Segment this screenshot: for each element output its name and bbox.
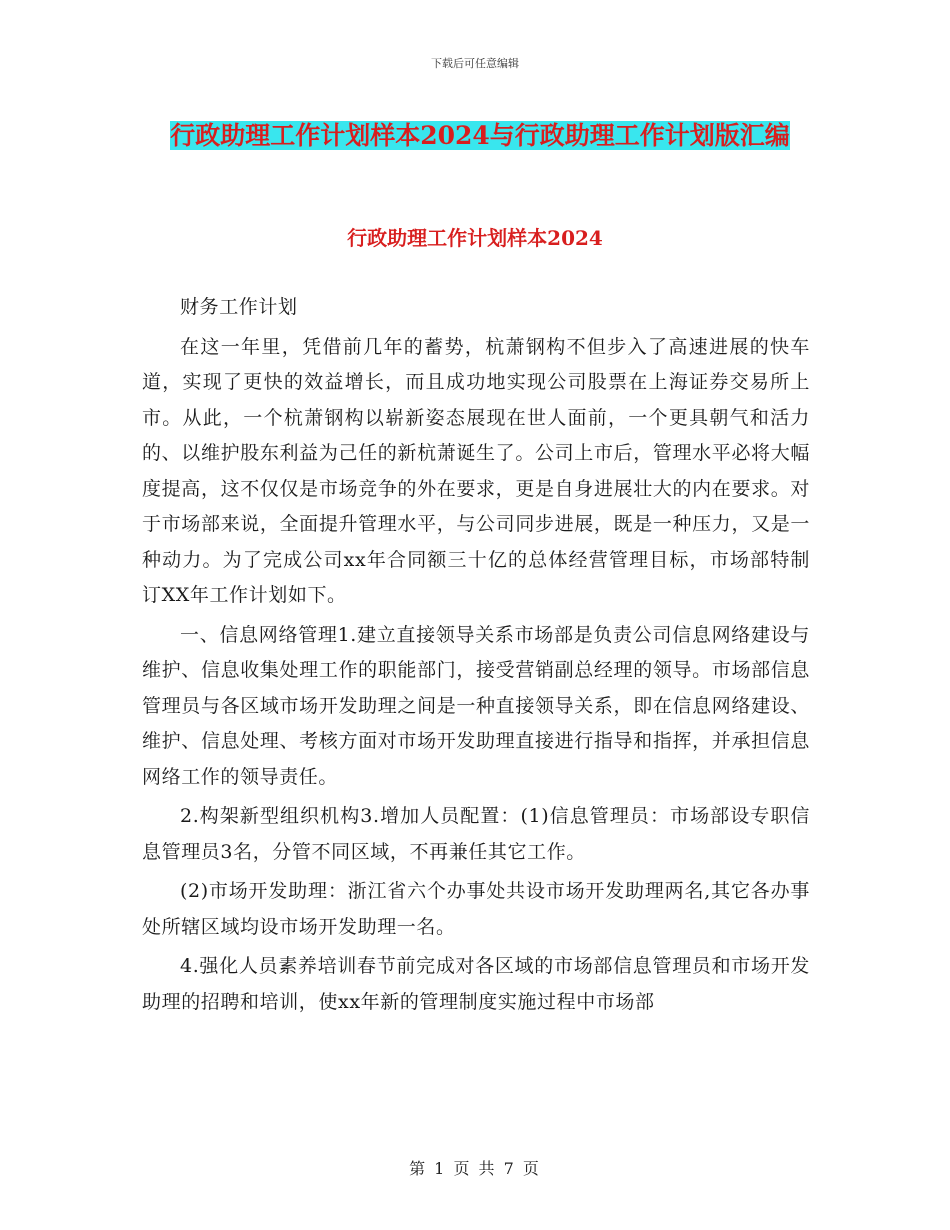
paragraph: (2)市场开发助理：浙江省六个办事处共设市场开发助理两名,其它各办事处所辖区域均设市场开发助理一名。 [142, 880, 810, 938]
page-footer: 第 1 页 共 7 页 [409, 1159, 541, 1178]
section-title: 行政助理工作计划样本2024 [347, 226, 603, 250]
paragraph: 4.强化人员素养培训春节前完成对各区域的市场部信息管理员和市场开发助理的招聘和培训，使xx年新的管理制度实施过程中市场部 [142, 955, 810, 1013]
paragraph: 财务工作计划 [180, 296, 298, 318]
paragraph: 一、信息网络管理1.建立直接领导关系市场部是负责公司信息网络建设与维护、信息收集处理工作的职能部门，接受营销副总经理的领导。市场部信息管理员与各区域市场开发助理之间是一种直接领导关系，即在信息网络建设、维护、信息处理、考核方面对市场开发助理直接进行指导和指挥，并承担信息网络工作的领导责任。 [142, 623, 810, 788]
document-title-text: 行政助理工作计划样本2024与行政助理工作计划版汇编 [170, 121, 790, 150]
document-body [142, 290, 810, 1024]
document-title [140, 112, 820, 160]
paragraph: 在这一年里，凭借前几年的蓄势，杭萧钢构不但步入了高速进展的快车道，实现了更快的效益增长，而且成功地实现公司股票在上海证券交易所上市。从此，一个杭萧钢构以崭新姿态展现在世人面前，一个更具朝气和活力的、以维护股东利益为己任的新杭萧诞生了。公司上市后，管理水平必将大幅度提高，这不仅仅是市场竞争的外在要求，更是自身进展壮大的内在要求。对于市场部来说，全面提升管理水平，与公司同步进展，既是一种压力，又是一种动力。为了完成公司xx年合同额三十亿的总体经营管理目标，市场部特制订XX年工作计划如下。 [142, 335, 810, 606]
paragraph: 2.构架新型组织机构3.增加人员配置：(1)信息管理员：市场部设专职信息管理员3名，分管不同区域，不再兼任其它工作。 [142, 805, 810, 863]
header-note: 下载后可任意编辑 [431, 57, 519, 70]
